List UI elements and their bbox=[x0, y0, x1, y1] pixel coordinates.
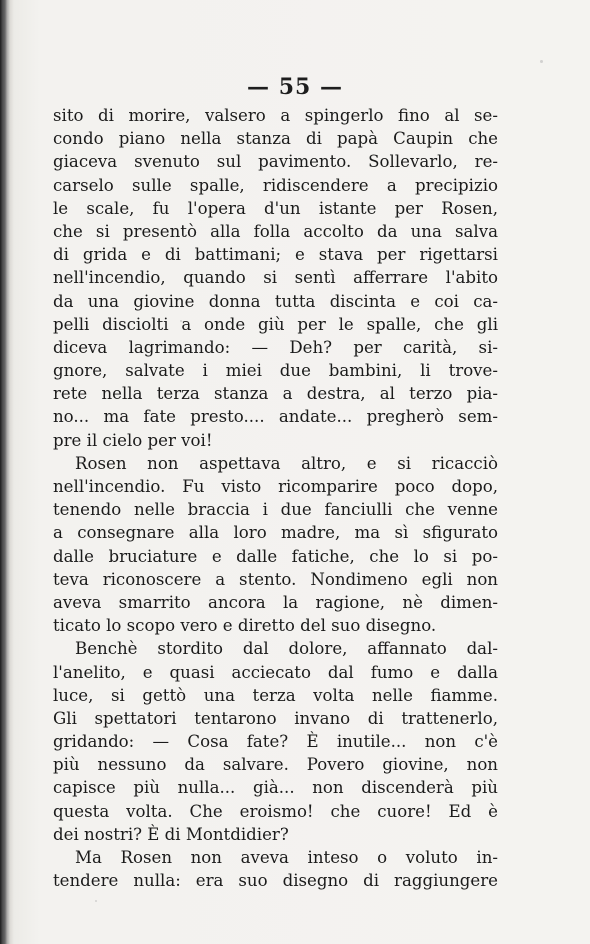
paper-speck bbox=[95, 900, 97, 902]
text-line: dei nostri? È di Montdidier? bbox=[53, 824, 289, 844]
text-line: Ma Rosen non aveva inteso o voluto in- bbox=[75, 848, 498, 867]
text-line: a consegnare alla loro madre, ma sì sfigurato bbox=[53, 523, 498, 543]
text-line: Rosen non aspettava altro, e si ricacciò bbox=[75, 453, 498, 473]
text-line: no... ma fate presto.... andate... pregherò sem- bbox=[53, 407, 498, 427]
binding-edge-shadow bbox=[0, 0, 10, 944]
text-line: di grida e di battimani; e stava per rigettarsi bbox=[53, 245, 498, 265]
text-line: tendere nulla: era suo disegno di raggiungere bbox=[53, 871, 498, 891]
text-line: l'anelito, e quasi acciecato dal fumo e dalla bbox=[53, 662, 498, 682]
text-line: teva riconoscere a stento. Nondimeno egli non bbox=[53, 569, 498, 589]
text-line: questa volta. Che eroismo! che cuore! Ed è bbox=[53, 801, 498, 821]
text-line: Benchè stordito dal dolore, affannato dal- bbox=[75, 639, 498, 659]
text-line: gridando: — Cosa fate? È inutile... non c'è bbox=[53, 732, 498, 752]
text-line: diceva lagrimando: — Deh? per carità, si- bbox=[53, 337, 498, 357]
text-line: nell'incendio. Fu visto ricomparire poco dopo, bbox=[53, 477, 498, 496]
text-line: più nessuno da salvare. Povero giovine, non bbox=[53, 755, 498, 775]
text-line: pelli disciolti a onde giù per le spalle, che gli bbox=[53, 314, 498, 334]
page-number: — 55 — bbox=[247, 74, 343, 100]
text-line: Gli spettatori tentarono invano di trattenerlo, bbox=[53, 708, 498, 728]
text-line: rete nella terza stanza a destra, al terzo pia- bbox=[53, 384, 498, 404]
text-line: che si presentò alla folla accolto da una salva bbox=[53, 221, 498, 241]
text-line: carselo sulle spalle, ridiscendere a precipizio bbox=[53, 175, 498, 195]
body-text bbox=[53, 104, 498, 892]
text-line: tenendo nelle braccia i due fanciulli che venne bbox=[53, 500, 498, 520]
text-line: luce, si gettò una terza volta nelle fiamme. bbox=[53, 685, 498, 705]
text-line: le scale, fu l'opera d'un istante per Rosen, bbox=[53, 198, 498, 218]
text-line: dalle bruciature e dalle fatiche, che lo si po- bbox=[53, 546, 498, 566]
text-line: da una giovine donna tutta discinta e coi ca- bbox=[53, 291, 498, 311]
text-line: capisce più nulla... già... non discenderà più bbox=[53, 778, 498, 798]
text-line: condo piano nella stanza di papà Caupin che bbox=[53, 129, 498, 149]
text-line: gnore, salvate i miei due bambini, li trove- bbox=[53, 361, 498, 381]
text-line: ticato lo scopo vero e diretto del suo disegno. bbox=[53, 616, 437, 636]
text-line: sito di morire, valsero a spingerlo fino al se- bbox=[53, 106, 498, 125]
paper-speck bbox=[540, 60, 543, 63]
text-line: giaceva svenuto sul pavimento. Sollevarlo, re- bbox=[53, 152, 498, 172]
text-line: aveva smarrito ancora la ragione, nè dimen- bbox=[53, 592, 498, 612]
text-line: pre il cielo per voi! bbox=[53, 430, 213, 450]
text-line: nell'incendio, quando si sentì afferrare l'abito bbox=[53, 268, 498, 288]
